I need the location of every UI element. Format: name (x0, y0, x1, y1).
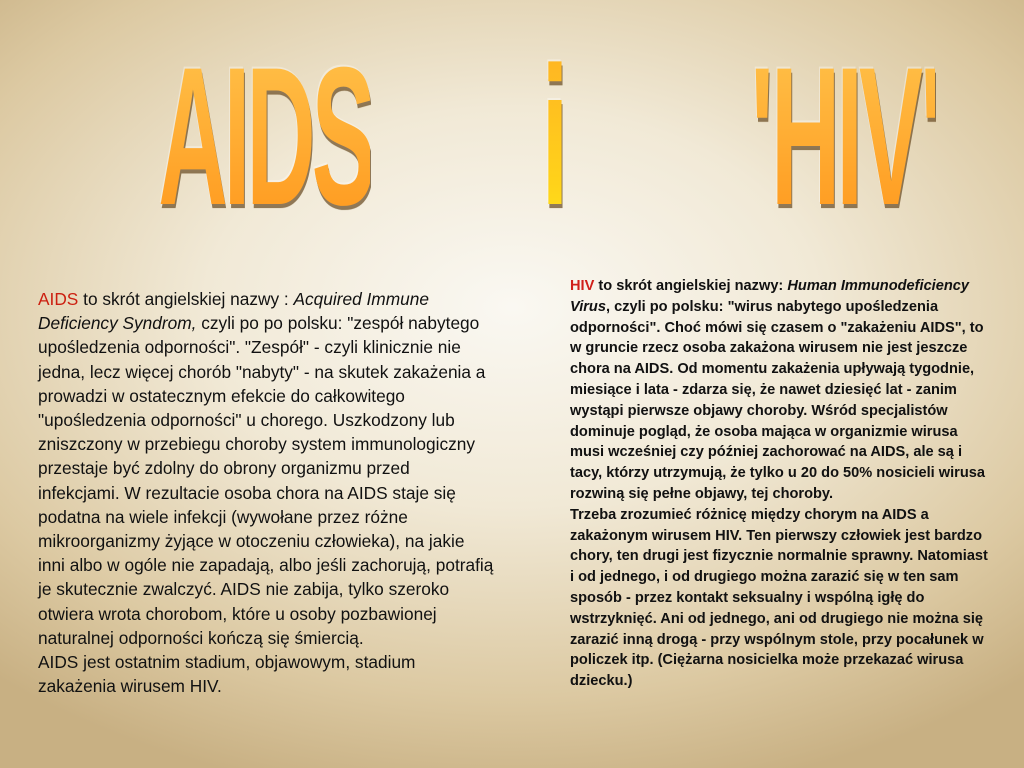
aids-description (38, 287, 494, 698)
hiv-paragraph-1 (570, 276, 988, 505)
aids-term: AIDS (38, 289, 79, 309)
hiv-term: HIV (570, 278, 595, 294)
aids-paragraph-2: AIDS jest ostatnim stadium, objawowym, stadium zakażenia wirusem HIV. (38, 652, 416, 697)
hiv-paragraph-1-rest: , czyli po polsku: "wirus nabytego upośledzenia odporności". Choć mówi się czasem o "zakażeniu AIDS", to w gruncie rzecz osoba zakażona wirusem nie jest jeszcze chora na AIDS. Od momentu zakażenia upływają tygodnie, miesiące i lata - zdarza się, że nawet dziesięć lat - zanim wystąpi pierwsze objawy choroby. Wśród specjalistów dominuje pogląd, że osoba mająca w organizmie wirusa musi wcześniej czy później zachorować na AIDS, ale są i tacy, którzy utrzymują, że tylko u 20 do 50% nosicieli wirusa rozwiną się pełne objawy, tej choroby. (570, 298, 985, 502)
title-hiv-text: "HIV" (729, 27, 961, 248)
title-conjunction-text: i (541, 27, 569, 248)
aids-english-name: Acquired Immune Deficiency Syndrom, (38, 289, 429, 334)
hiv-paragraph-2: Trzeba zrozumieć różnicę między chorym na AIDS a zakażonym wirusem HIV. Ten pierwszy człowiek jest bardzo chory, ten drugi jest fizycznie normalnie sprawny. Natomiast i od jednego, i od drugiego można zarazić się w ten sam sposób - przez kontakt seksualny i wspólną igłę do wstrzyknięć. Ani od jednego, ani od drugiego nie można się zarazić inną drogą - przy wspólnym stole, przy pocałunek w policzek itp. (Ciężarna nosicielka może przekazać wirusa dziecku.) (570, 506, 988, 690)
hiv-lead: to skrót angielskiej nazwy: (594, 278, 788, 294)
title-aids-text: "AIDS" (116, 27, 414, 248)
aids-paragraph-1-rest: czyli po po polsku: "zespół nabytego upośledzenia odporności". "Zespół" - czyli klinicznie nie jedna, lecz więcej chorób "nabyty" - na skutek zakażenia a prowadzi w ostatecznym efekcie do całkowitego "upośledzenia odporności" u chorego. Uszkodzony lub zniszczony w przebiegu choroby system immunologiczny przestaje być zdolny do obrony organizmu przed infekcjami. W rezultacie osoba chora na AIDS staje się podatna na wiele infekcji (wywołane przez różne mikroorganizmy żyjące w otoczeniu człowieka), na jakie inni albo w ogóle nie zapadają, albo jeśli zachorują, potrafią je skutecznie zwalczyć. AIDS nie zabija, tylko szeroko otwiera wrota chorobom, które u osoby pozbawionej naturalnej odporności kończą się śmiercią. (38, 313, 494, 648)
hiv-english-name: Human Immunodeficiency Virus (570, 278, 970, 315)
hiv-description (570, 276, 988, 692)
aids-paragraph-1 (38, 287, 494, 650)
aids-lead: to skrót angielskiej nazwy : (78, 289, 294, 309)
